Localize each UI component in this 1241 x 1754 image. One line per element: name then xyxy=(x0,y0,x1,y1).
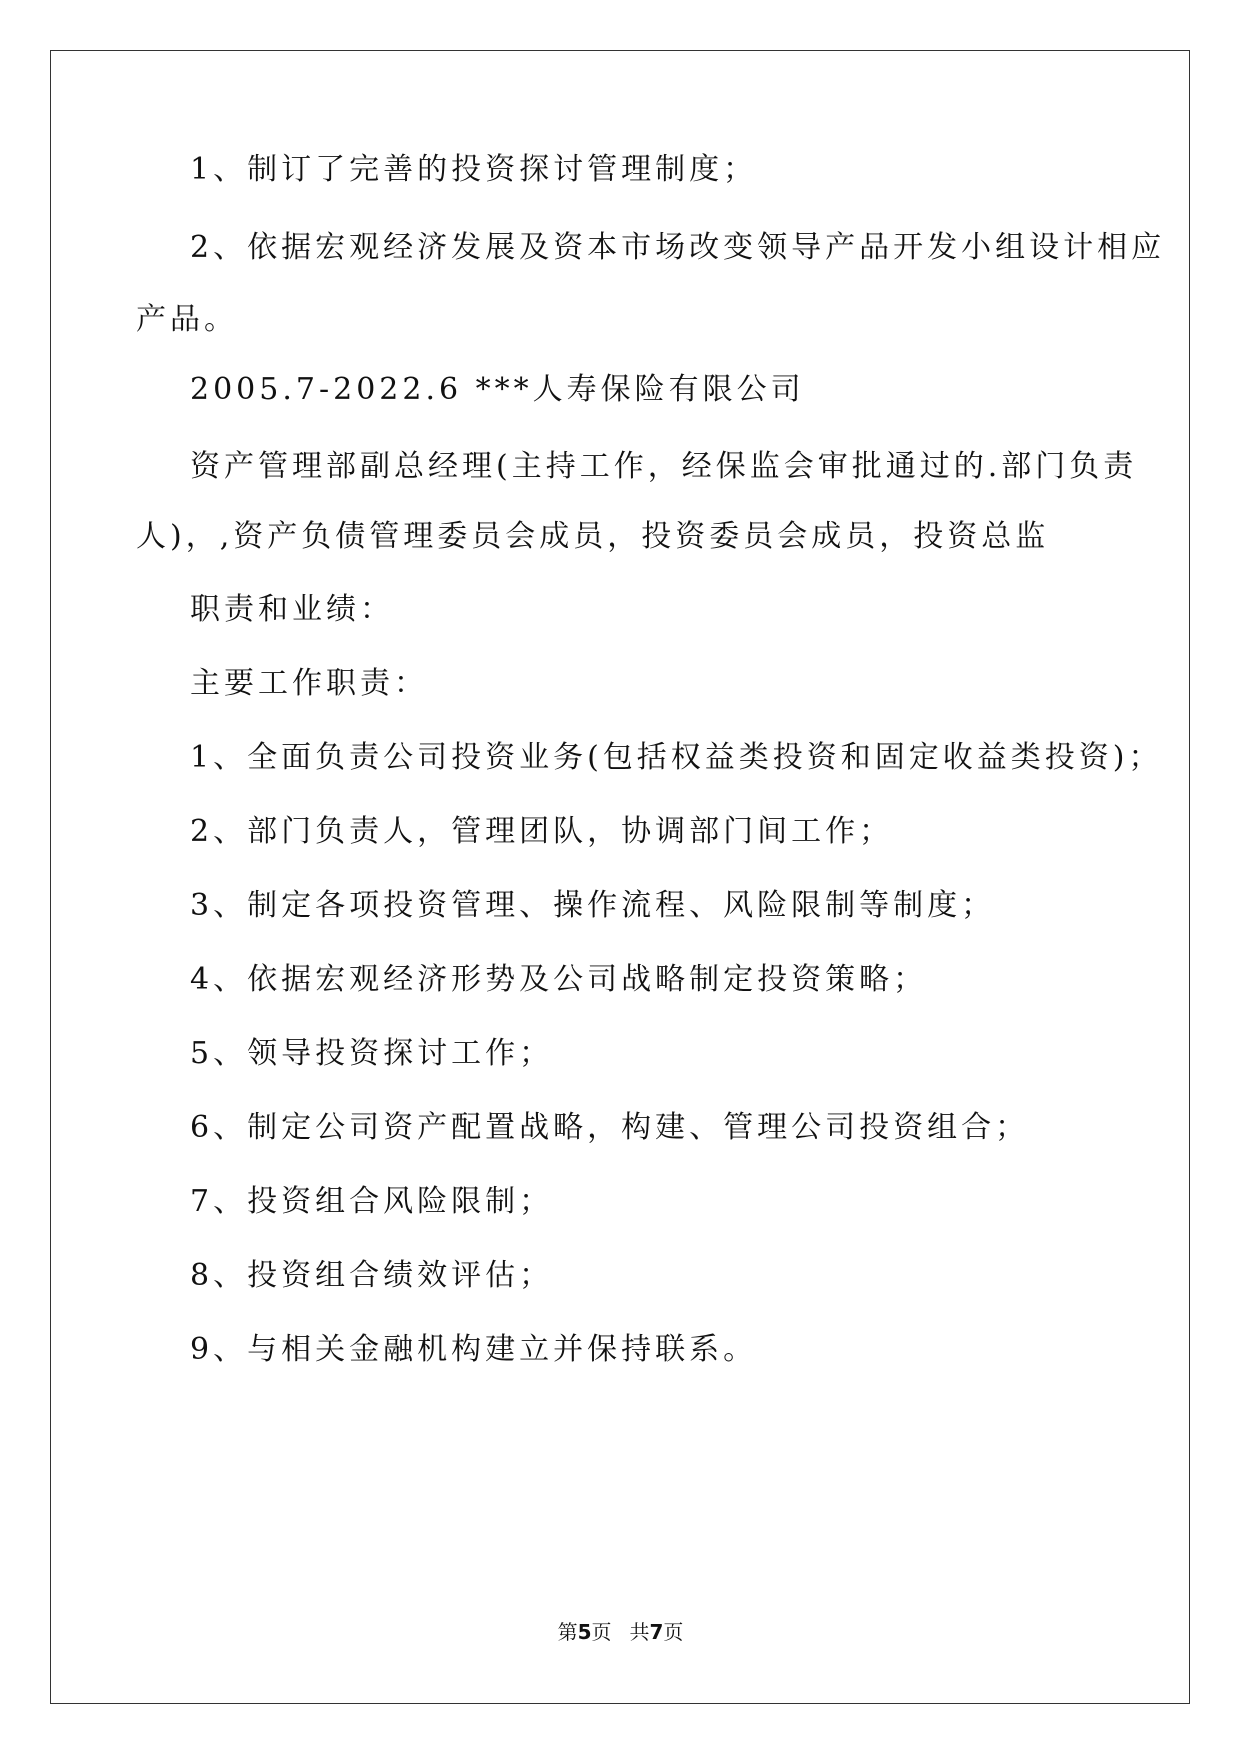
paragraph-line: 8、投资组合绩效评估； xyxy=(190,1258,554,1293)
paragraph-line: 主要工作职责： xyxy=(190,666,428,701)
paragraph-line: 9、与相关金融机构建立并保持联系。 xyxy=(190,1332,758,1367)
paragraph-line: 产品。 xyxy=(136,302,238,337)
footer-total-suffix: 页 xyxy=(663,1620,684,1644)
paragraph-line: 7、投资组合风险限制； xyxy=(190,1184,554,1219)
paragraph-line: 职责和业绩： xyxy=(190,592,394,627)
paragraph-line: 5、领导投资探讨工作； xyxy=(190,1036,554,1071)
footer-page-suffix: 页 xyxy=(591,1620,612,1644)
footer-page-prefix: 第 xyxy=(557,1620,578,1644)
paragraph-line: 资产管理部副总经理(主持工作，经保监会审批通过的.部门负责 xyxy=(190,449,1138,484)
footer-page-number: 5 xyxy=(577,1620,592,1644)
footer-total-pages: 7 xyxy=(649,1620,664,1644)
paragraph-line: 2、部门负责人，管理团队，协调部门间工作； xyxy=(190,814,894,849)
paragraph-line: 6、制定公司资产配置战略，构建、管理公司投资组合； xyxy=(190,1110,1030,1145)
paragraph-line: 1、制订了完善的投资探讨管理制度； xyxy=(190,152,758,187)
paragraph-line: 4、依据宏观经济形势及公司战略制定投资策略； xyxy=(190,962,928,997)
paragraph-line: 2005.7-2022.6 ***人寿保险有限公司 xyxy=(190,372,805,407)
footer-total-prefix: 共 xyxy=(629,1620,650,1644)
paragraph-line: 3、制定各项投资管理、操作流程、风险限制等制度； xyxy=(190,888,996,923)
paragraph-line: 1、全面负责公司投资业务(包括权益类投资和固定收益类投资)； xyxy=(190,740,1163,775)
page-footer xyxy=(0,1620,1241,1644)
paragraph-line: 2、依据宏观经济发展及资本市场改变领导产品开发小组设计相应 xyxy=(190,230,1166,265)
paragraph-line: 人)，,资产负债管理委员会成员，投资委员会成员，投资总监 xyxy=(136,519,1050,554)
